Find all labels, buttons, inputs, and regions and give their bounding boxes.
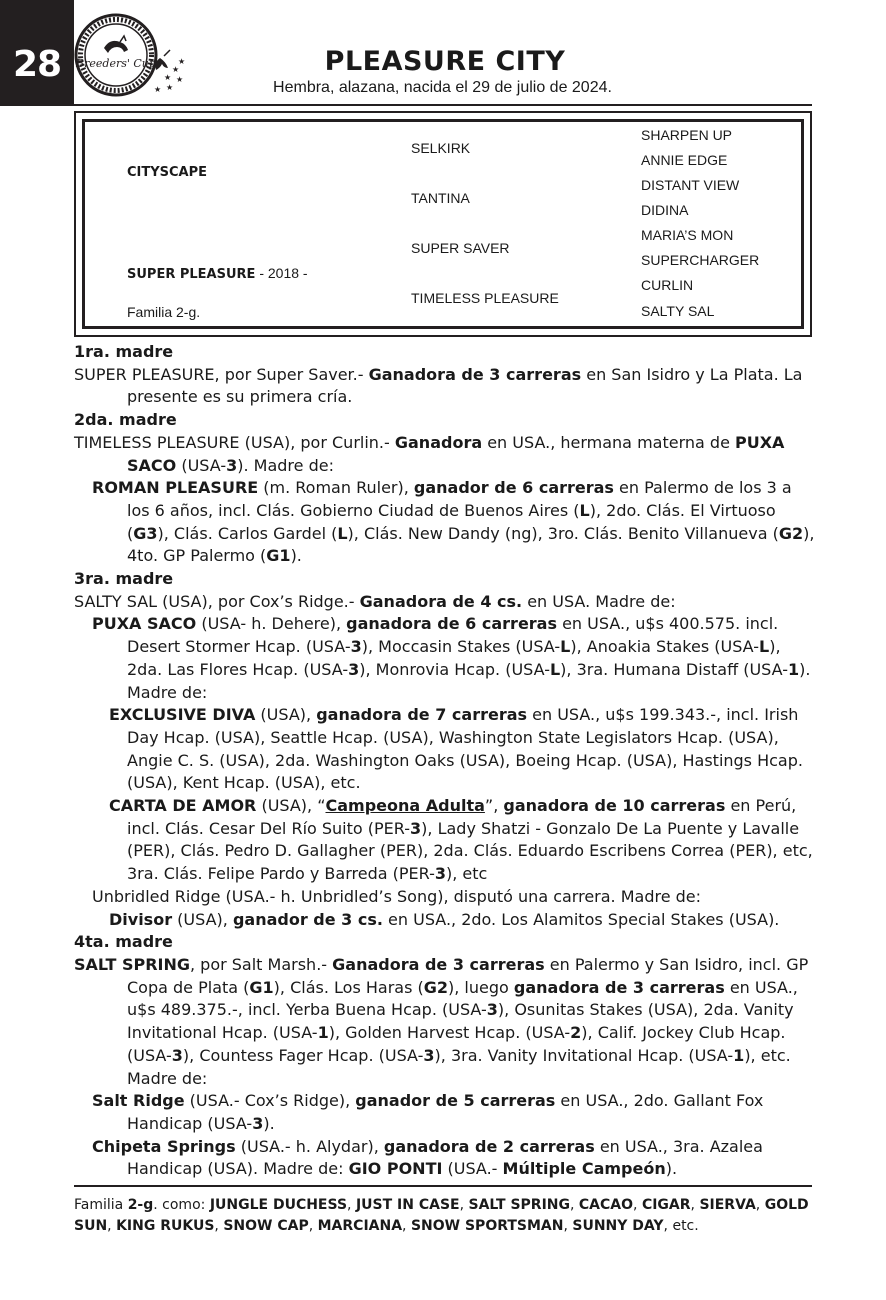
paragraph-fourth-dam: SALT SPRING, por Salt Marsh.- Ganadora de 3 carreras en Palermo y San Isidro, incl. GP Copa de Plata (G1), Clás. Los Haras (G2), luego ganadora de 3 carreras en USA., u$s 489.375.-, incl. Yerba Buena Hcap. (USA-3), Osunitas Stakes (USA), 2da. Vanity Invitational Hcap. (USA-1), Golden Harvest Hcap. (USA-2), Calif. Jockey Club Hcap. (USA-3), Countess Fager Hcap. (USA-3), 3ra. Vanity Invitational Hcap. (USA-1), etc. Madre de: xyxy=(74,954,809,1088)
logo-text: Breeders' Cup xyxy=(76,57,156,70)
paragraph-produce: Divisor (USA), ganador de 3 cs. en USA., 2do. Los Alamitos Special Stakes (USA). xyxy=(109,909,780,929)
paragraph-produce: CARTA DE AMOR (USA), “Campeona Adulta”, ganadora de 10 carreras en Perú, incl. Clás. Cesar Del Río Suito (PER-3), Lady Shatzi - Gonzalo De La Puente y Lavalle (PER), Clás. Pedro D. Gallagher (PER), 2da. Clás. Eduardo Escribens Correa (PER), etc, 3ra. Clás. Felipe Pardo y Barreda (PER-3), etc xyxy=(109,796,813,884)
lot-number: 28 xyxy=(12,44,62,85)
horse-description: Hembra, alazana, nacida el 29 de julio de 2024. xyxy=(273,79,612,96)
pedigree-dam-year: - 2018 - xyxy=(259,265,308,281)
svg-text:★: ★ xyxy=(176,75,184,84)
pedigree-great-grandparent: SUPERCHARGER xyxy=(641,252,760,268)
horse-name: PLEASURE CITY xyxy=(324,46,566,77)
section-heading-2nd-dam: 2da. madre xyxy=(74,410,177,430)
pedigree-grandparent: SELKIRK xyxy=(411,140,471,156)
svg-text:★: ★ xyxy=(166,83,174,92)
paragraph-second-dam: TIMELESS PLEASURE (USA), por Curlin.- Ganadora en USA., hermana materna de PUXA SACO (USA-3). Madre de: xyxy=(74,432,785,475)
paragraph-produce: Unbridled Ridge (USA.- h. Unbridled’s Song), disputó una carrera. Madre de: xyxy=(92,886,702,906)
pedigree-great-grandparent: SALTY SAL xyxy=(641,303,715,319)
svg-text:★: ★ xyxy=(164,73,172,82)
pedigree-great-grandparent: SHARPEN UP xyxy=(641,127,733,143)
paragraph-produce: ROMAN PLEASURE (m. Roman Ruler), ganador de 6 carreras en Palermo de los 3 a los 6 años, incl. Clás. Gobierno Ciudad de Buenos Aires (L), 2do. Clás. El Virtuoso (G3), Clás. Carlos Gardel (L), Clás. New Dandy (ng), 3ro. Clás. Benito Villanueva (G2), 4to. GP Palermo (G1). xyxy=(92,478,815,566)
svg-text:★: ★ xyxy=(154,85,162,94)
paragraph-produce: Chipeta Springs (USA.- h. Alydar), ganadora de 2 carreras en USA., 3ra. Azalea Handicap (USA). Madre de: GIO PONTI (USA.- Múltiple Campeón). xyxy=(92,1136,763,1179)
footer-divider xyxy=(74,1185,812,1187)
pedigree-dam-line xyxy=(127,265,308,282)
paragraph-produce: EXCLUSIVE DIVA (USA), ganadora de 7 carreras en USA., u$s 199.343.-, incl. Irish Day Hcap. (USA), Seattle Hcap. (USA), Washington State Legislators Hcap. (USA), Angie C. S. (USA), 2da. Washington Oaks (USA), Boeing Hcap. (USA), Hastings Hcap. (USA), Kent Hcap. (USA), etc. xyxy=(109,705,803,793)
pedigree-sire: CITYSCAPE xyxy=(127,165,208,180)
section-heading-1st-dam: 1ra. madre xyxy=(74,342,174,361)
pedigree-great-grandparent: ANNIE EDGE xyxy=(641,152,728,168)
header-divider xyxy=(74,104,812,106)
dam-line-text xyxy=(74,341,819,1181)
svg-text:★: ★ xyxy=(172,65,180,74)
pedigree-great-grandparent: MARIA’S MON xyxy=(641,227,734,243)
svg-text:★: ★ xyxy=(178,57,186,66)
pedigree-great-grandparent: DIDINA xyxy=(641,202,689,218)
pedigree-grandparent: TIMELESS PLEASURE xyxy=(411,290,559,306)
paragraph-produce: Salt Ridge (USA.- Cox’s Ridge), ganador de 5 carreras en USA., 2do. Gallant Fox Handicap (USA-3). xyxy=(92,1091,764,1133)
section-heading-3rd-dam: 3ra. madre xyxy=(74,569,174,589)
pedigree-dam: SUPER PLEASURE xyxy=(127,267,256,282)
pedigree-great-grandparent: CURLIN xyxy=(641,277,694,293)
pedigree-great-grandparent: DISTANT VIEW xyxy=(641,177,740,193)
pedigree-grandparent: SUPER SAVER xyxy=(411,240,510,256)
paragraph-first-dam: SUPER PLEASURE, por Super Saver.- Ganadora de 3 carreras en San Isidro y La Plata. La presente es su primera cría. xyxy=(74,364,803,407)
paragraph-third-dam: SALTY SAL (USA), por Cox’s Ridge.- Ganadora de 4 cs. en USA. Madre de: xyxy=(74,591,676,611)
pedigree-grandparent: TANTINA xyxy=(411,190,470,206)
section-heading-4th-dam: 4ta. madre xyxy=(74,932,173,952)
family-footer: Familia 2-g. como: JUNGLE DUCHESS, JUST IN CASE, SALT SPRING, CACAO, CIGAR, SIERVA, GOLD SUN, KING RUKUS, SNOW CAP, MARCIANA, SNOW SPORTSMAN, SUNNY DAY, etc. xyxy=(74,1197,809,1234)
paragraph-produce: PUXA SACO (USA- h. Dehere), ganadora de 6 carreras en USA., u$s 400.575. incl. Desert Stormer Hcap. (USA-3), Moccasin Stakes (USA-L), Anoakia Stakes (USA-L), 2da. Las Flores Hcap. (USA-3), Monrovia Hcap. (USA-L), 3ra. Humana Distaff (USA-1). Madre de: xyxy=(92,614,811,702)
pedigree-family: Familia 2-g. xyxy=(127,304,201,320)
lot-number-box xyxy=(0,0,74,106)
